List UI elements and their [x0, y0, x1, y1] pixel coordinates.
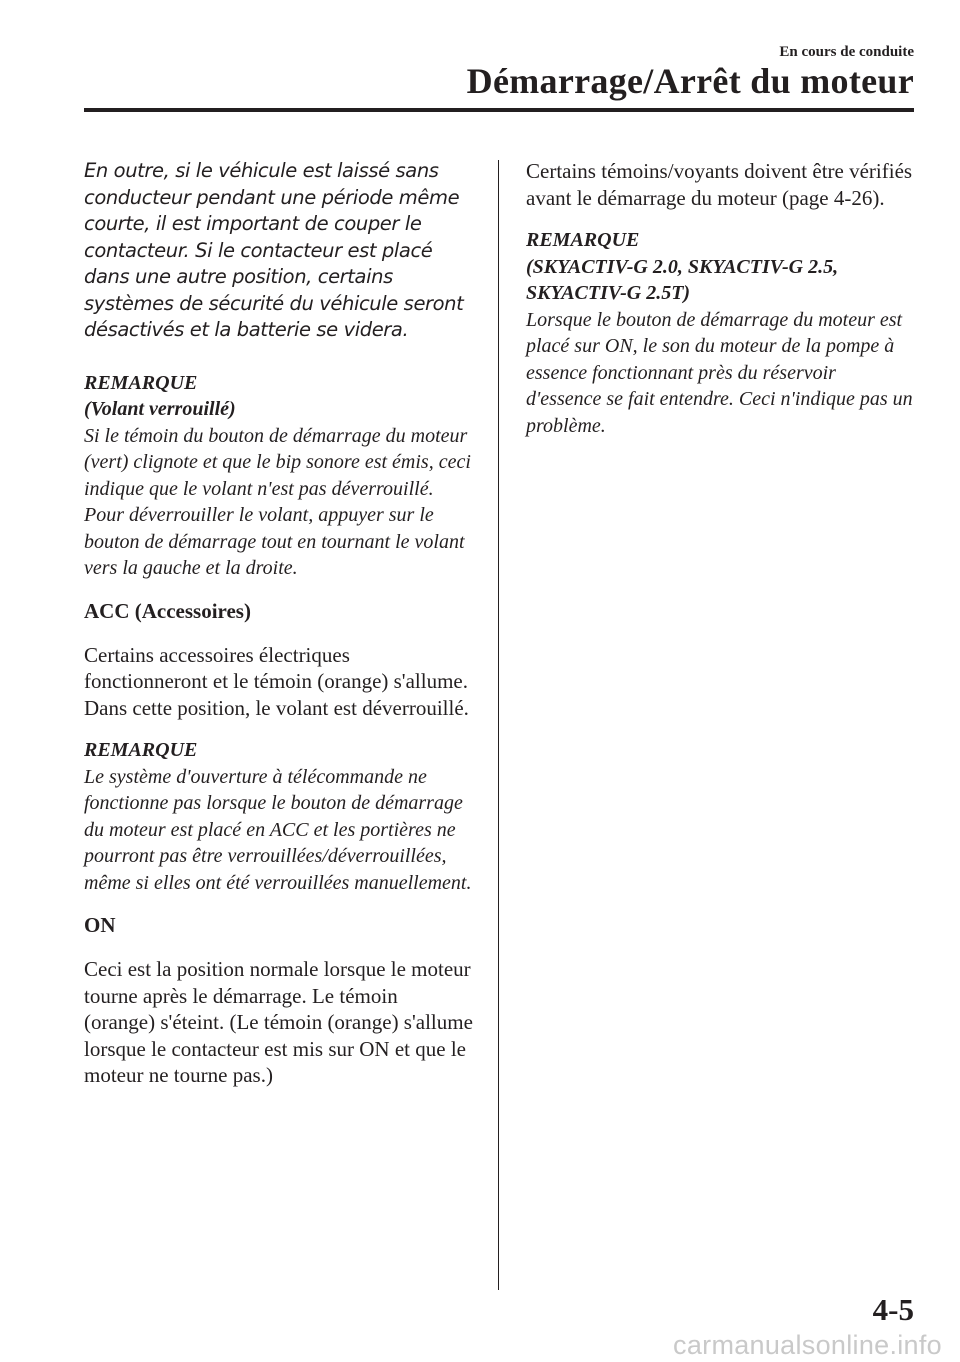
watermark: carmanualsonline.info: [673, 1330, 942, 1360]
note-heading: REMARQUE: [84, 371, 198, 394]
page-number: 4-5: [872, 1292, 914, 1327]
note-text: Lorsque le bouton de démarrage du moteur est placé sur ON, le son du moteur de la pompe à essence fonctionnant près du réservoir d'essence se fait entendre. Ceci n'indique pas un problème.: [526, 308, 913, 437]
acc-heading: ACC (Accessoires): [84, 598, 251, 623]
right-column: [526, 158, 916, 455]
note-heading: REMARQUE: [84, 739, 198, 761]
left-column: [84, 158, 474, 1105]
acc-text-2: Dans cette position, le volant est déverrouillé.: [84, 695, 469, 720]
column-divider: [498, 160, 499, 1290]
note-subheading: (SKYACTIV-G 2.0, SKYACTIV-G 2.5, SKYACTIV-G 2.5T): [526, 255, 839, 304]
header-rule: [84, 108, 914, 112]
note-heading: REMARQUE: [526, 229, 640, 251]
header-section-label: En cours de conduite: [779, 44, 914, 60]
note-text: Le système d'ouverture à télécommande ne fonctionne pas lorsque le bouton de démarrage du moteur est placé en ACC et les portières ne pourront pas être verrouillées/déverrouillées, même si elles ont été verrouillées manuellement.: [84, 765, 472, 894]
warning-text: En outre, si le véhicule est laissé sans conducteur pendant une période même courte, il est important de couper le contacteur. Si le contacteur est placé dans une autre position, certains systèmes de sécurité du véhicule seront désactivés et la batterie se videra.: [84, 159, 464, 341]
on-heading: ON: [84, 913, 116, 937]
acc-text: Certains accessoires électriques fonctionneront et le témoin (orange) s'allume.: [84, 642, 468, 693]
note-text: Si le témoin du bouton de démarrage du moteur (vert) clignote et que le bip sonore est émis, ceci indique que le volant n'est pas déverrouillé. Pour déverrouiller le volant, appuyer sur le bouton de démarrage tout en tournant le volant vers la gauche et la droite.: [84, 424, 471, 579]
check-indicators-text: Certains témoins/voyants doivent être vérifiés avant le démarrage du moteur (page 4-26).: [526, 159, 913, 210]
page-title: Démarrage/Arrêt du moteur: [466, 61, 914, 101]
note-subheading: (Volant verrouillé): [84, 398, 236, 420]
on-text: Ceci est la position normale lorsque le moteur tourne après le démarrage. Le témoin (orange) s'éteint. (Le témoin (orange) s'allume lorsque le contacteur est mis sur ON et que le moteur ne tourne pas.): [84, 957, 473, 1087]
